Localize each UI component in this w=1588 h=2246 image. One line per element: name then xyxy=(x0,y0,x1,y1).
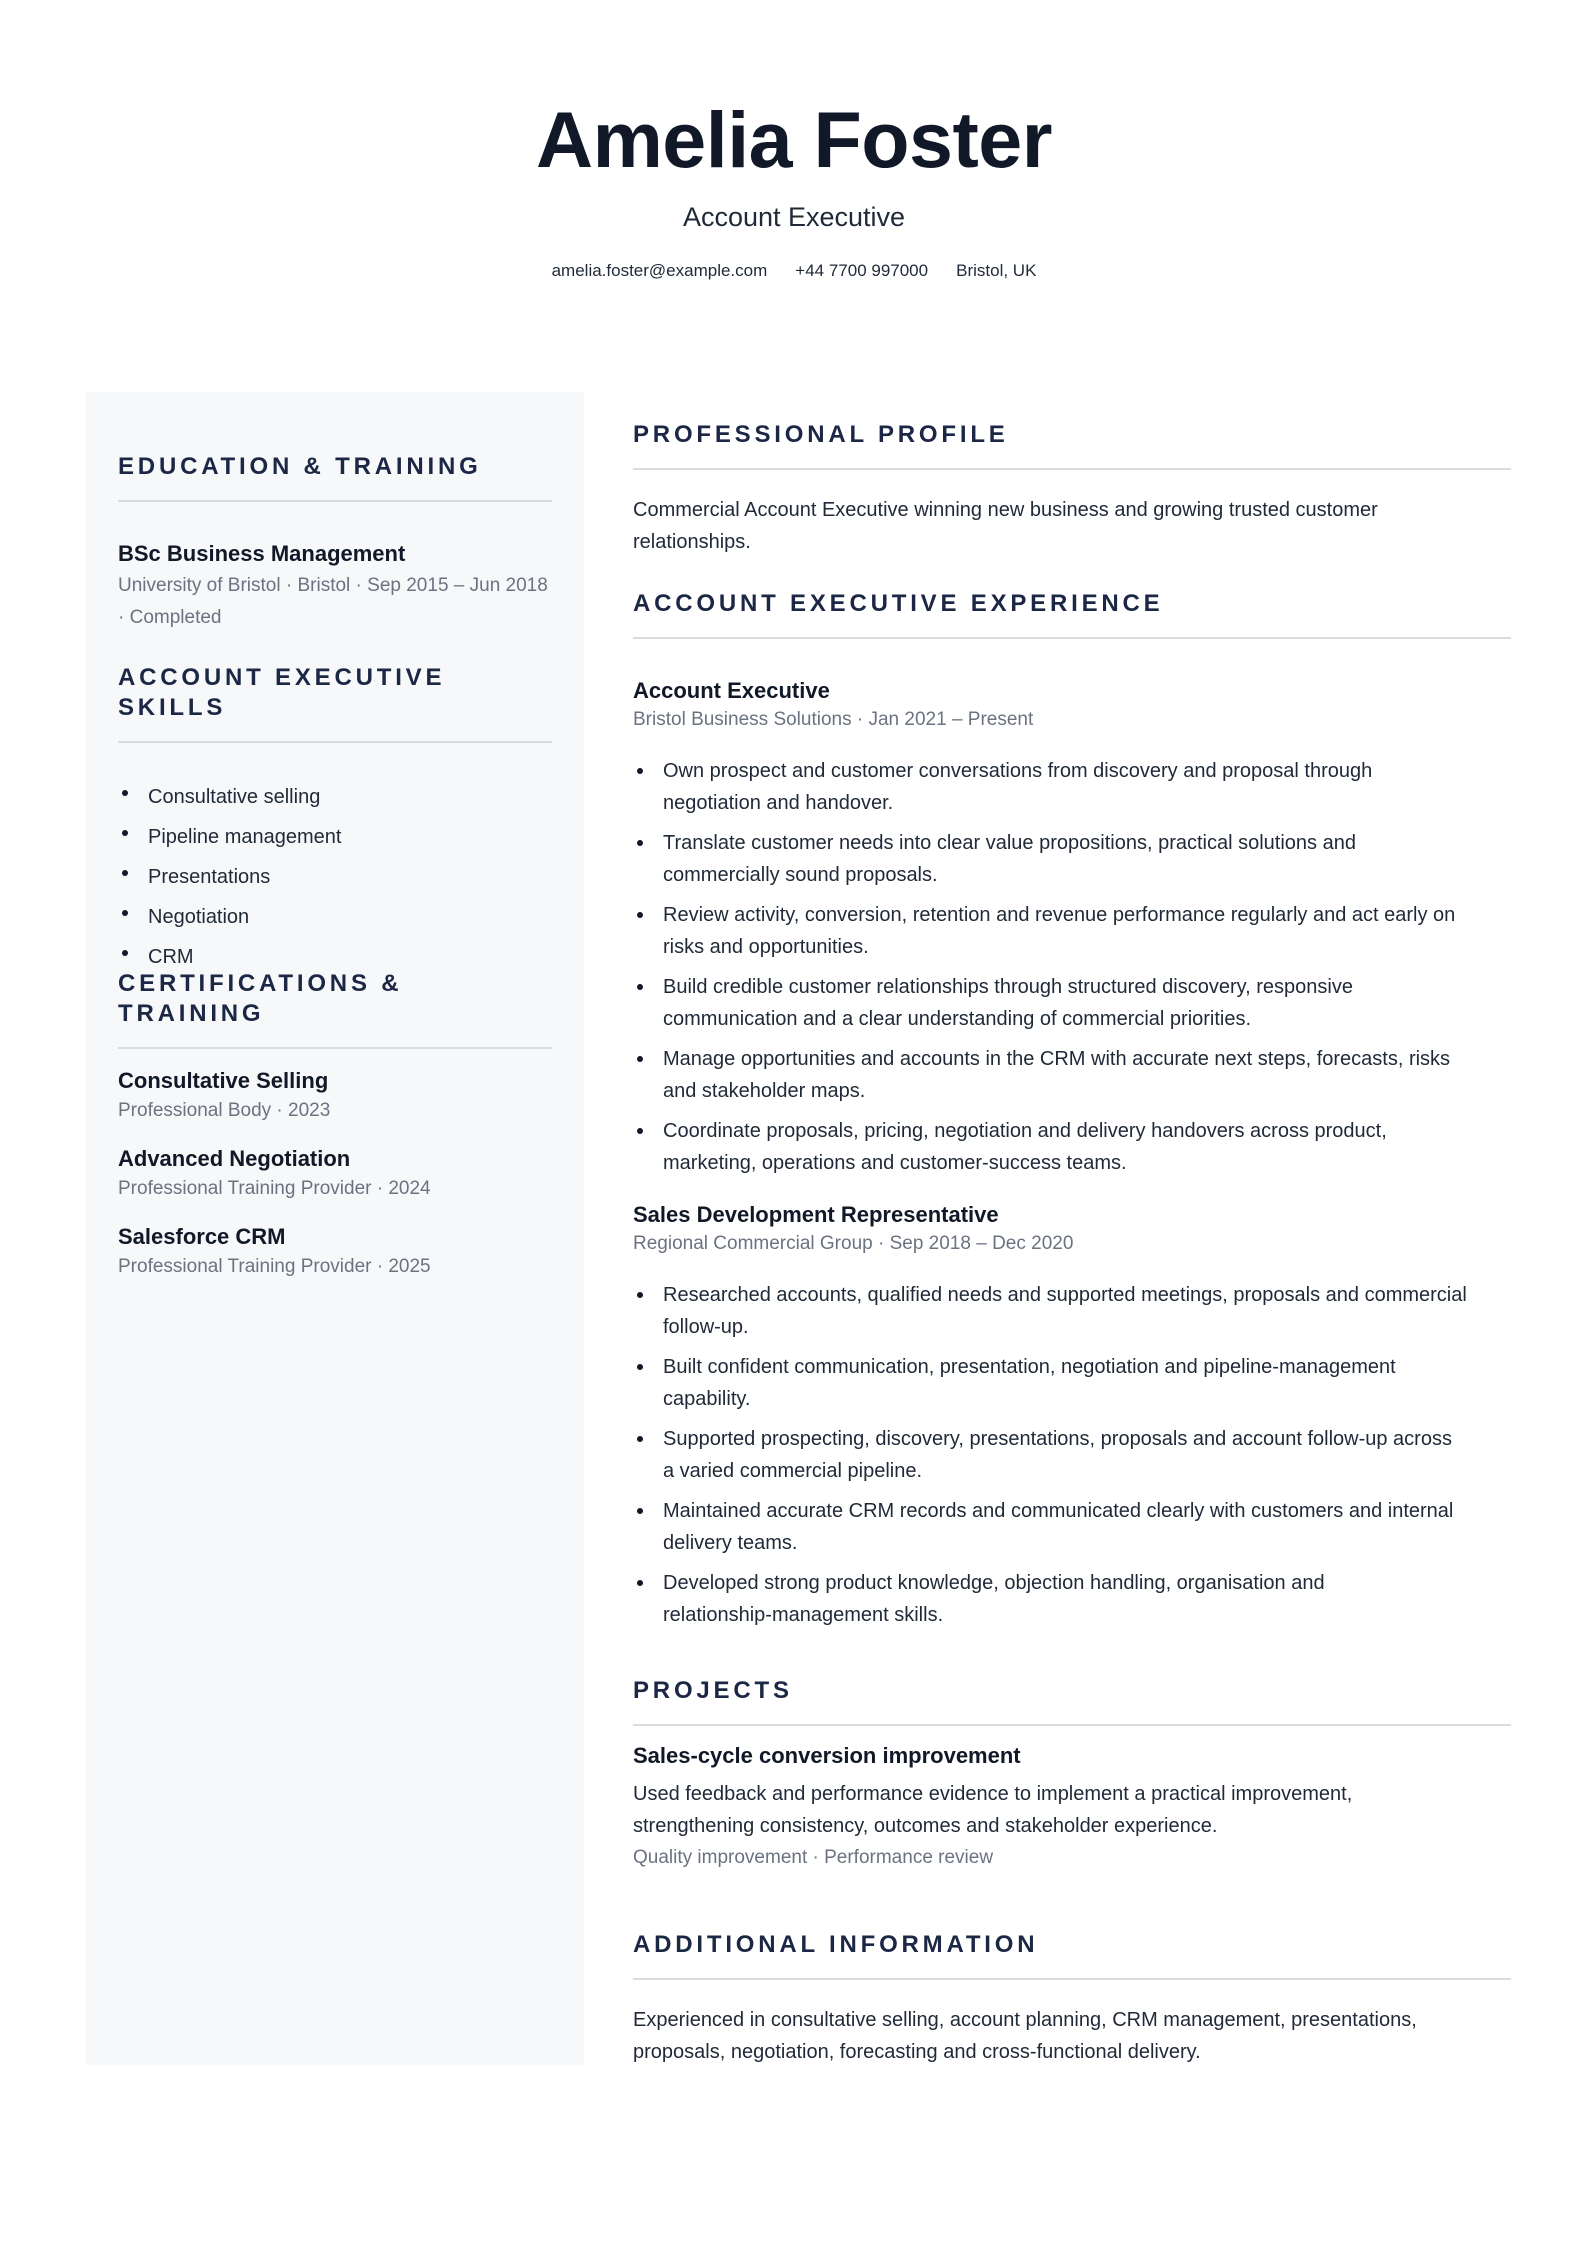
sidebar xyxy=(86,392,584,2065)
section-divider xyxy=(118,500,552,502)
project-text-line2: strengthening consistency, outcomes and stakeholder experience. xyxy=(633,1815,1218,1837)
contact-phone: +44 7700 997000 xyxy=(795,261,929,280)
job-bullets xyxy=(633,1279,1511,1631)
experience-section xyxy=(633,589,1511,1631)
certification-meta: Professional Training Provider · 2024 xyxy=(118,1178,431,1199)
certification-item xyxy=(118,1223,552,1283)
job-title: Account Executive xyxy=(633,678,830,703)
skill-item: Negotiation xyxy=(118,897,552,937)
skill-item: Presentations xyxy=(118,857,552,897)
skills-section xyxy=(118,663,552,977)
project-text-line1: Used feedback and performance evidence to implement a practical improvement, xyxy=(633,1783,1353,1805)
job-meta: Regional Commercial Group · Sep 2018 – Dec 2020 xyxy=(633,1233,1074,1254)
job-bullet xyxy=(633,827,1511,891)
job-bullet-line: and stakeholder maps. xyxy=(663,1080,866,1102)
job-bullet-line: risks and opportunities. xyxy=(663,936,869,958)
section-divider xyxy=(118,741,552,743)
section-title-certifications: CERTIFICATIONS & TRAINING xyxy=(118,970,403,1027)
certification-name: Salesforce CRM xyxy=(118,1224,286,1249)
degree-title: BSc Business Management xyxy=(118,541,406,566)
profile-section xyxy=(633,420,1511,558)
job-bullet-line: Coordinate proposals, pricing, negotiation and delivery handovers across product, xyxy=(663,1120,1387,1142)
contact-location: Bristol, UK xyxy=(956,261,1037,280)
job-bullet xyxy=(633,1351,1511,1415)
certification-name: Advanced Negotiation xyxy=(118,1146,351,1171)
certification-meta: Professional Training Provider · 2025 xyxy=(118,1256,431,1277)
skill-item: CRM xyxy=(118,937,552,977)
skills-list xyxy=(118,777,552,977)
section-title-projects: PROJECTS xyxy=(633,1677,793,1704)
certifications-section xyxy=(118,969,552,1283)
job-bullet-line: negotiation and handover. xyxy=(663,792,894,814)
job-title: Sales Development Representative xyxy=(633,1202,999,1227)
skill-item: Consultative selling xyxy=(118,777,552,817)
skill-item: Pipeline management xyxy=(118,817,552,857)
degree-meta-line1: University of Bristol · Bristol · Sep 2015 – Jun 2018 xyxy=(118,575,548,596)
job-bullet-line: Developed strong product knowledge, objection handling, organisation and xyxy=(663,1572,1325,1594)
job-bullet xyxy=(633,1495,1511,1559)
job-bullet-line: Built confident communication, presentation, negotiation and pipeline-management xyxy=(663,1356,1396,1378)
job-bullet xyxy=(633,899,1511,963)
project-name: Sales-cycle conversion improvement xyxy=(633,1743,1021,1768)
job-bullet-line: Supported prospecting, discovery, presentations, proposals and account follow-up across xyxy=(663,1428,1452,1450)
degree-meta-line2: · Completed xyxy=(118,607,222,628)
section-divider xyxy=(633,1724,1511,1726)
job-bullet xyxy=(633,1279,1511,1343)
section-title-education: EDUCATION & TRAINING xyxy=(118,453,482,480)
candidate-name: Amelia Foster xyxy=(536,95,1052,184)
section-title-experience: ACCOUNT EXECUTIVE EXPERIENCE xyxy=(633,590,1164,617)
job-bullets xyxy=(633,755,1511,1179)
job-bullet-line: Translate customer needs into clear value propositions, practical solutions and xyxy=(663,832,1356,854)
job-bullet-line: capability. xyxy=(663,1388,751,1410)
resume-header xyxy=(0,92,1588,282)
contact-email: amelia.foster@example.com xyxy=(551,261,768,280)
job-bullet-line: Review activity, conversion, retention and revenue performance regularly and act early on xyxy=(663,904,1456,926)
job-bullet xyxy=(633,1423,1511,1487)
job-bullet-line: a varied commercial pipeline. xyxy=(663,1460,923,1482)
job-bullet-line: Build credible customer relationships through structured discovery, responsive xyxy=(663,976,1353,998)
section-divider xyxy=(118,1047,552,1049)
job-bullet-line: follow-up. xyxy=(663,1316,749,1338)
projects-section xyxy=(633,1676,1511,1874)
job-bullet xyxy=(633,1567,1511,1631)
section-title-additional: ADDITIONAL INFORMATION xyxy=(633,1931,1039,1958)
job-bullet xyxy=(633,971,1511,1035)
job-bullet xyxy=(633,1043,1511,1107)
job-bullet-line: communication and a clear understanding of commercial priorities. xyxy=(663,1008,1252,1030)
job-bullet xyxy=(633,1115,1511,1179)
job-bullet-line: commercially sound proposals. xyxy=(663,864,938,886)
section-title-profile: PROFESSIONAL PROFILE xyxy=(633,421,1009,448)
certification-name: Consultative Selling xyxy=(118,1068,329,1093)
certification-item xyxy=(118,1067,552,1127)
section-divider xyxy=(633,1978,1511,1980)
project-tags: Quality improvement · Performance review xyxy=(633,1847,994,1868)
job-bullet-line: Own prospect and customer conversations from discovery and proposal through xyxy=(663,760,1373,782)
job-bullet xyxy=(633,755,1511,819)
job-bullet-line: relationship-management skills. xyxy=(663,1604,944,1626)
certification-meta: Professional Body · 2023 xyxy=(118,1100,331,1121)
job-entry xyxy=(633,677,1511,1179)
contact-line xyxy=(0,260,1588,282)
job-bullet-line: Maintained accurate CRM records and communicated clearly with customers and internal xyxy=(663,1500,1454,1522)
profile-text-line2: relationships. xyxy=(633,531,751,553)
certification-item xyxy=(118,1145,552,1205)
education-section xyxy=(118,452,552,634)
job-bullet-line: marketing, operations and customer-success teams. xyxy=(663,1152,1127,1174)
additional-text-line1: Experienced in consultative selling, account planning, CRM management, presentations, xyxy=(633,2009,1417,2031)
job-bullet-line: Manage opportunities and accounts in the CRM with accurate next steps, forecasts, risks xyxy=(663,1048,1451,1070)
additional-text-line2: proposals, negotiation, forecasting and cross-functional delivery. xyxy=(633,2041,1201,2063)
section-title-skills: ACCOUNT EXECUTIVE SKILLS xyxy=(118,664,446,721)
additional-section xyxy=(633,1930,1511,2068)
job-bullet-line: Researched accounts, qualified needs and supported meetings, proposals and commercial xyxy=(663,1284,1467,1306)
job-entry xyxy=(633,1201,1511,1631)
candidate-role: Account Executive xyxy=(682,202,906,232)
profile-text-line1: Commercial Account Executive winning new business and growing trusted customer xyxy=(633,499,1378,521)
job-bullet-line: delivery teams. xyxy=(663,1532,798,1554)
section-divider xyxy=(633,468,1511,470)
section-divider xyxy=(633,637,1511,639)
job-meta: Bristol Business Solutions · Jan 2021 – Present xyxy=(633,709,1034,730)
